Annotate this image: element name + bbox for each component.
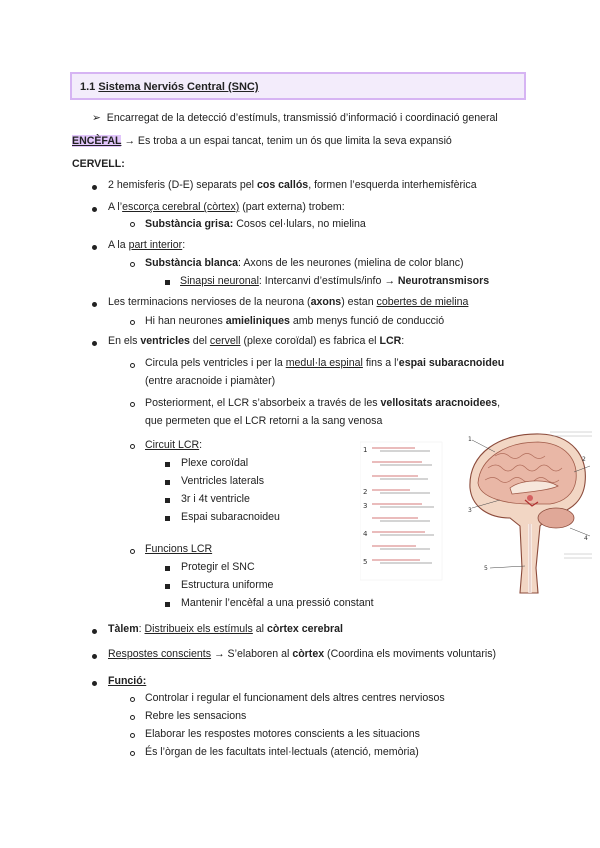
square-bullet-icon [165, 602, 170, 607]
bullet-icon [92, 629, 97, 634]
text: A la [108, 239, 129, 251]
text: (Coordina els moviments voluntaris) [324, 648, 497, 660]
text: fins a l’ [362, 357, 399, 369]
circuit-item: Espai subaracnoideu [181, 511, 280, 523]
respostes-line [108, 648, 496, 660]
bullet-icon [92, 341, 97, 346]
section-heading [70, 72, 526, 100]
circle-bullet-icon [130, 262, 135, 267]
hemisferis-line [108, 179, 477, 191]
bold-text: còrtex [292, 648, 325, 660]
square-bullet-icon [165, 498, 170, 503]
underlined-text: cervell [209, 335, 241, 347]
bullet-icon [92, 185, 97, 190]
talem-line [108, 623, 343, 635]
funcions-item: Estructura uniforme [181, 579, 274, 591]
circle-bullet-icon [130, 402, 135, 407]
bold-text: ventricles [140, 335, 190, 347]
funcions-item: Protegir el SNC [181, 561, 255, 573]
square-bullet-icon [165, 566, 170, 571]
square-bullet-icon [165, 584, 170, 589]
intro-line [92, 112, 498, 124]
circle-bullet-icon [130, 549, 135, 554]
square-bullet-icon [165, 280, 170, 285]
bullet-icon [92, 302, 97, 307]
bullet-icon [92, 245, 97, 250]
text: Posteriorment, el LCR s’absorbeix a través de les [145, 397, 381, 409]
encefal-term: ENCÈFAL [72, 135, 122, 147]
figure-label: 2 [363, 488, 368, 496]
square-bullet-icon [165, 516, 170, 521]
heading-text [80, 81, 259, 93]
bold-text: espai subaracnoideu [398, 357, 505, 369]
text: : [199, 439, 203, 451]
posteriorment-line [145, 397, 500, 409]
encefal-line [72, 135, 452, 147]
text: amb menys funció de conducció [289, 315, 445, 327]
circuit-title [145, 439, 202, 451]
text: : [182, 239, 186, 251]
text: → S’elaboren al [211, 648, 293, 660]
underlined-text: Circuit LCR [145, 439, 200, 451]
figure-label: 3 [468, 507, 472, 514]
figure-label: 4 [363, 530, 368, 538]
text: (part externa) trobem: [239, 201, 345, 213]
funcions-title: Funcions LCR [145, 543, 213, 555]
text: (plexe coroïdal) es fabrica el [240, 335, 380, 347]
bullet-icon [92, 681, 97, 686]
bold-text: Substància blanca [145, 257, 239, 269]
funcio-item: És l’òrgan de les facultats intel·lectuals (atenció, memòria) [145, 746, 419, 758]
text: , [497, 397, 501, 409]
text: del [189, 335, 210, 347]
bullet-icon [92, 207, 97, 212]
ventricles-line [108, 335, 404, 347]
circle-bullet-icon [130, 751, 135, 756]
text: 2 hemisferis (D-E) separats pel [108, 179, 257, 191]
figure-label: 5 [363, 558, 368, 566]
circle-bullet-icon [130, 715, 135, 720]
escorca-line [108, 201, 345, 213]
bold-text: Tàlem [108, 623, 139, 635]
circle-bullet-icon [130, 222, 135, 227]
interior-line [108, 239, 185, 251]
heading-number: 1.1 [80, 81, 96, 93]
underlined-text: Distribueix els estímuls [144, 623, 253, 635]
bold-text: amieliniques [225, 315, 290, 327]
text: Circula pels ventricles i per la [145, 357, 286, 369]
circle-bullet-icon [130, 320, 135, 325]
encefal-text: → Es troba a un espai tancat, tenim un ós que limita la seva expansió [121, 135, 452, 147]
figure-label: 3 [363, 502, 368, 510]
cervell-title: CERVELL: [72, 158, 125, 170]
circuit-item: Plexe coroïdal [181, 457, 249, 469]
text: al [252, 623, 267, 635]
funcio-item: Elaborar les respostes motores conscients a les situacions [145, 728, 420, 740]
bold-text: axons [310, 296, 342, 308]
amieliniques-line [145, 315, 444, 327]
funcio-title: Funció: [108, 675, 147, 687]
text: : [401, 335, 405, 347]
worksheet-label-list [360, 442, 442, 580]
bold-text: cos callós [256, 179, 309, 191]
text: En els [108, 335, 141, 347]
square-bullet-icon [165, 462, 170, 467]
figure-label: 5 [484, 565, 488, 572]
funcio-item: Controlar i regular el funcionament dels altres centres nerviosos [145, 692, 445, 704]
text: : Axons de les neurones (mielina de color blanc) [238, 257, 464, 269]
circula-line2: (entre aracnoide i piamàter) [145, 375, 276, 387]
circula-line [145, 357, 504, 369]
underlined-text: part interior [128, 239, 183, 251]
funcions-item: Mantenir l’encèfal a una pressió constant [181, 597, 374, 609]
heading-title: Sistema Nerviós Central (SNC) [98, 81, 259, 93]
text: , formen l’esquerda interhemisfèrica [308, 179, 477, 191]
bold-text: LCR [379, 335, 402, 347]
underlined-text: Respostes conscients [108, 648, 212, 660]
figure-label: 2 [582, 456, 586, 463]
arrow-bullet: ➢ [92, 112, 101, 124]
circuit-item: Ventricles laterals [181, 475, 265, 487]
brain-diagram-figure [360, 428, 595, 596]
text: : Intercanvi d’estímuls/info → [258, 275, 398, 287]
underlined-text: medul·la espinal [285, 357, 363, 369]
circle-bullet-icon [130, 697, 135, 702]
text: ) estan [341, 296, 377, 308]
bullet-icon [92, 654, 97, 659]
blanca-line [145, 257, 464, 269]
text: : [138, 623, 145, 635]
circle-bullet-icon [130, 444, 135, 449]
underlined-text: cobertes de mielina [376, 296, 469, 308]
intro-text: Encarregat de la detecció d’estímuls, transmissió d’informació i coordinació general [106, 112, 498, 124]
text: Les terminacions nervioses de la neurona ( [108, 296, 311, 308]
underlined-text: escorça cerebral (còrtex) [122, 201, 240, 213]
sinapsi-line [180, 275, 489, 287]
bold-text: Substància grisa: [145, 218, 234, 230]
posteriorment-line2: que permeten que el LCR retorni a la sang venosa [145, 415, 383, 427]
terminacions-line [108, 296, 468, 308]
text: Hi han neurones [145, 315, 226, 327]
bold-text: vellositats aracnoidees [380, 397, 498, 409]
circuit-item: 3r i 4t ventricle [181, 493, 250, 505]
bold-text: còrtex cerebral [266, 623, 343, 635]
text: A l’ [108, 201, 123, 213]
gris-line [145, 218, 366, 230]
figure-label: 1 [468, 436, 472, 443]
circle-bullet-icon [130, 733, 135, 738]
figure-label: 1 [363, 446, 368, 454]
funcio-item: Rebre les sensacions [145, 710, 247, 722]
figure-label: 4 [584, 535, 588, 542]
bold-text: Neurotransmisors [397, 275, 490, 287]
circle-bullet-icon [130, 363, 135, 368]
text: Cosos cel·lulars, no mielina [233, 218, 366, 230]
underlined-text: Sinapsi neuronal [180, 275, 259, 287]
square-bullet-icon [165, 480, 170, 485]
